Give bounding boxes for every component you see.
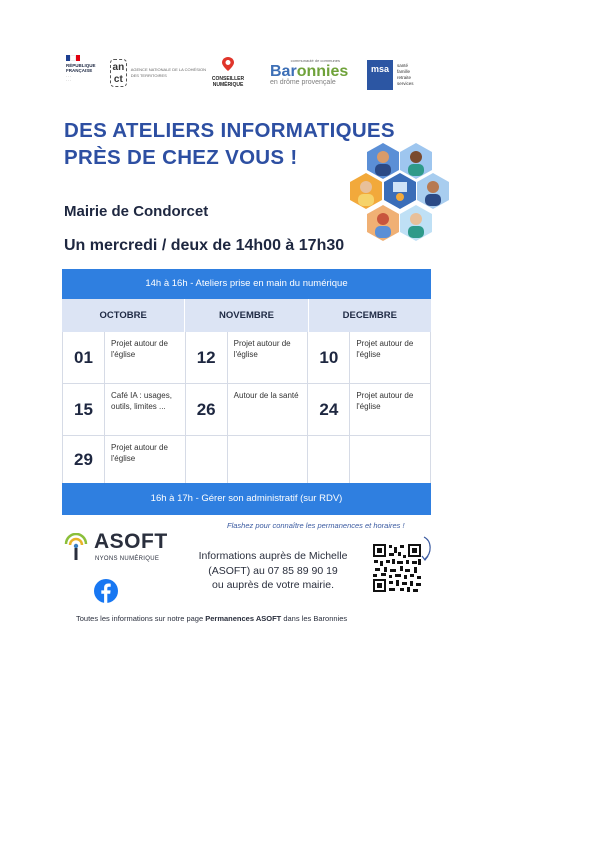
table-row bbox=[63, 436, 430, 483]
flag-icon bbox=[66, 55, 80, 61]
wifi-tree-icon bbox=[64, 533, 88, 561]
baronnies-logo: communauté de communes Baronnies en drôme provençale bbox=[270, 58, 349, 86]
anct-logo bbox=[110, 57, 206, 89]
event-text: Projet autour de l'église bbox=[111, 443, 168, 463]
event-text: Projet autour de l'église bbox=[111, 339, 168, 359]
facebook-icon[interactable] bbox=[94, 579, 118, 603]
people-hexagon-illustration bbox=[345, 143, 455, 248]
day-number: 10 bbox=[308, 332, 350, 383]
footer-text: Toutes les informations sur notre page Permanences ASOFT dans les Baronnies bbox=[76, 614, 348, 623]
conseiller-numerique-logo: CONSEILLER NUMÉRIQUE bbox=[204, 57, 252, 93]
schedule-label: Un mercredi / deux de 14h00 à 17h30 bbox=[64, 237, 345, 254]
republique-francaise-logo: RÉPUBLIQUE FRANÇAISE · · · · · · bbox=[66, 55, 106, 91]
day-number bbox=[308, 436, 350, 483]
day-number: 12 bbox=[186, 332, 228, 383]
event-text: Projet autour de l'église bbox=[356, 391, 414, 411]
asoft-name: ASOFT bbox=[94, 530, 168, 553]
day-number bbox=[186, 436, 228, 483]
day-number: 29 bbox=[63, 436, 105, 483]
qr-code[interactable] bbox=[372, 543, 422, 593]
month-header: DECEMBRE bbox=[308, 299, 431, 332]
venue-label: Mairie de Condorcet bbox=[64, 203, 209, 220]
bottom-band: 16h à 17h - Gérer son administratif (sur RDV) bbox=[62, 483, 431, 515]
table-row bbox=[63, 332, 430, 384]
contact-info: Informations auprès de Michelle (ASOFT) au 07 85 89 90 19 ou auprès de votre mairie. bbox=[198, 550, 348, 591]
month-header: OCTOBRE bbox=[99, 310, 147, 321]
asoft-subtitle: NYONS NUMÉRIQUE bbox=[95, 556, 160, 562]
msa-logo: msa santé famille retraite services bbox=[367, 58, 437, 92]
event-text: Projet autour de l'église bbox=[233, 339, 291, 359]
rf-label: RÉPUBLIQUE FRANÇAISE bbox=[66, 63, 96, 73]
anct-text: AGENCE NATIONALE DE LA COHÉSION DES TERRITOIRES bbox=[130, 67, 206, 78]
page-title: DES ATELIERS INFORMATIQUES PRÈS DE CHEZ VOUS ! bbox=[64, 119, 395, 169]
asoft-logo bbox=[64, 530, 184, 570]
day-number: 24 bbox=[308, 384, 350, 435]
month-header: NOVEMBRE bbox=[184, 299, 307, 332]
event-text: Autour de la santé bbox=[233, 391, 299, 400]
months-header bbox=[62, 299, 431, 332]
msa-mark: msa bbox=[367, 60, 393, 90]
anct-mark: an ct bbox=[110, 59, 127, 87]
flash-text: Flashez pour connaître les permanences et horaires ! bbox=[227, 521, 405, 530]
day-number: 15 bbox=[63, 384, 105, 435]
location-pin-icon bbox=[222, 57, 234, 71]
day-number: 01 bbox=[63, 332, 105, 383]
table-row bbox=[63, 384, 430, 436]
event-text bbox=[228, 436, 308, 483]
top-band: 14h à 16h - Ateliers prise en main du numérique bbox=[62, 269, 431, 299]
event-text bbox=[350, 436, 430, 483]
event-text: Projet autour de l'église bbox=[356, 339, 414, 359]
schedule-table bbox=[62, 269, 431, 515]
event-text: Café IA : usages, outils, limites ... bbox=[111, 391, 172, 411]
day-number: 26 bbox=[186, 384, 228, 435]
arrow-icon bbox=[420, 535, 434, 563]
